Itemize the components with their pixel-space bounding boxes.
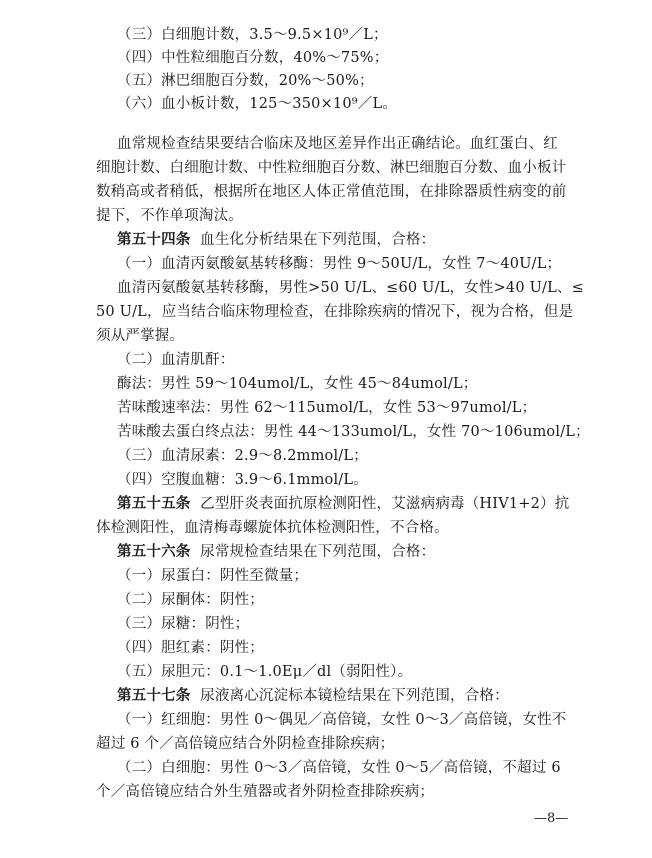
text-line: 细胞计数、白细胞计数、中性粒细胞百分数、淋巴细胞百分数、血小板计 [96,160,567,176]
article-heading: 第五十四条 [117,232,191,248]
text-line: 50 U/L，应当结合临床物理检查，在排除疾病的情况下，视为合格，但是 [96,304,574,320]
text-line: 体检测阳性，血清梅毒螺旋体抗体检测阳性，不合格。 [96,520,449,536]
article-text: 尿常规检查结果在下列范围，合格： [200,544,436,560]
text-line: （二）血清肌酐： [117,352,235,368]
text-line: （五）尿胆元：0.1～1.0Eμ／dl（弱阳性）。 [117,664,413,680]
text-line: 酶法：男性 59～104umol/L，女性 45～84umol/L； [117,376,478,392]
text-line: （二）白细胞：男性 0～3／高倍镜，女性 0～5／高倍镜，不超过 6 [117,760,561,776]
text-line: （一）红细胞：男性 0～偶见／高倍镜，女性 0～3／高倍镜，女性不 [117,712,567,728]
text-line: （四）空腹血糖：3.9～6.1mmol/L。 [117,472,368,488]
text-line: 提下，不作单项淘汰。 [96,208,243,224]
text-line: 苦味酸速率法：男性 62～115umol/L，女性 53～97umol/L； [117,400,537,416]
text-line: 数稍高或者稍低，根据所在地区人体正常值范围，在排除器质性病变的前 [96,184,567,200]
text-line: （四）胆红素：阴性； [117,640,264,656]
text-line: （三）尿糖：阴性； [117,616,250,632]
text-line: （六）血小板计数，125～350×10⁹／L。 [117,96,397,112]
text-line: （五）淋巴细胞百分数，20%～50%； [117,73,374,89]
article-55 [117,493,569,515]
text-line: 血清丙氨酸氨基转移酶，男性>50 U/L、≤60 U/L，女性>40 U/L、≤ [117,280,584,296]
text-line: 个／高倍镜应结合外生殖器或者外阴检查排除疾病； [96,784,435,800]
text-line: （四）中性粒细胞百分数，40%～75%； [117,50,389,66]
text-line: （二）尿酮体：阴性； [117,592,264,608]
text-line: （一）血清丙氨酸氨基转移酶：男性 9～50U/L，女性 7～40U/L； [117,256,562,272]
text-line: 苦味酸去蛋白终点法：男性 44～133umol/L，女性 70～106umol/L； [117,424,590,440]
page-number: —8— [534,811,569,826]
text-line: 超过 6 个／高倍镜应结合外阴检查排除疾病； [96,736,395,752]
article-56 [117,541,435,563]
text-line: 须从严掌握。 [96,328,185,344]
article-heading: 第五十七条 [117,688,191,704]
text-line: （一）尿蛋白：阴性至微量； [117,568,309,584]
article-54 [117,229,435,251]
text-line: 血常规检查结果要结合临床及地区差异作出正确结论。血红蛋白、红 [117,136,558,152]
article-heading: 第五十六条 [117,544,191,560]
article-text: 尿液离心沉淀标本镜检结果在下列范围，合格： [200,688,509,704]
text-line: （三）白细胞计数，3.5～9.5×10⁹／L； [117,27,388,43]
article-text: 血生化分析结果在下列范围，合格： [200,232,436,248]
article-heading: 第五十五条 [117,496,191,512]
text-line: （三）血清尿素：2.9～8.2mmol/L； [117,448,368,464]
article-text: 乙型肝炎表面抗原检测阳性，艾滋病病毒（HIV1+2）抗 [200,496,570,512]
article-57 [117,685,509,707]
